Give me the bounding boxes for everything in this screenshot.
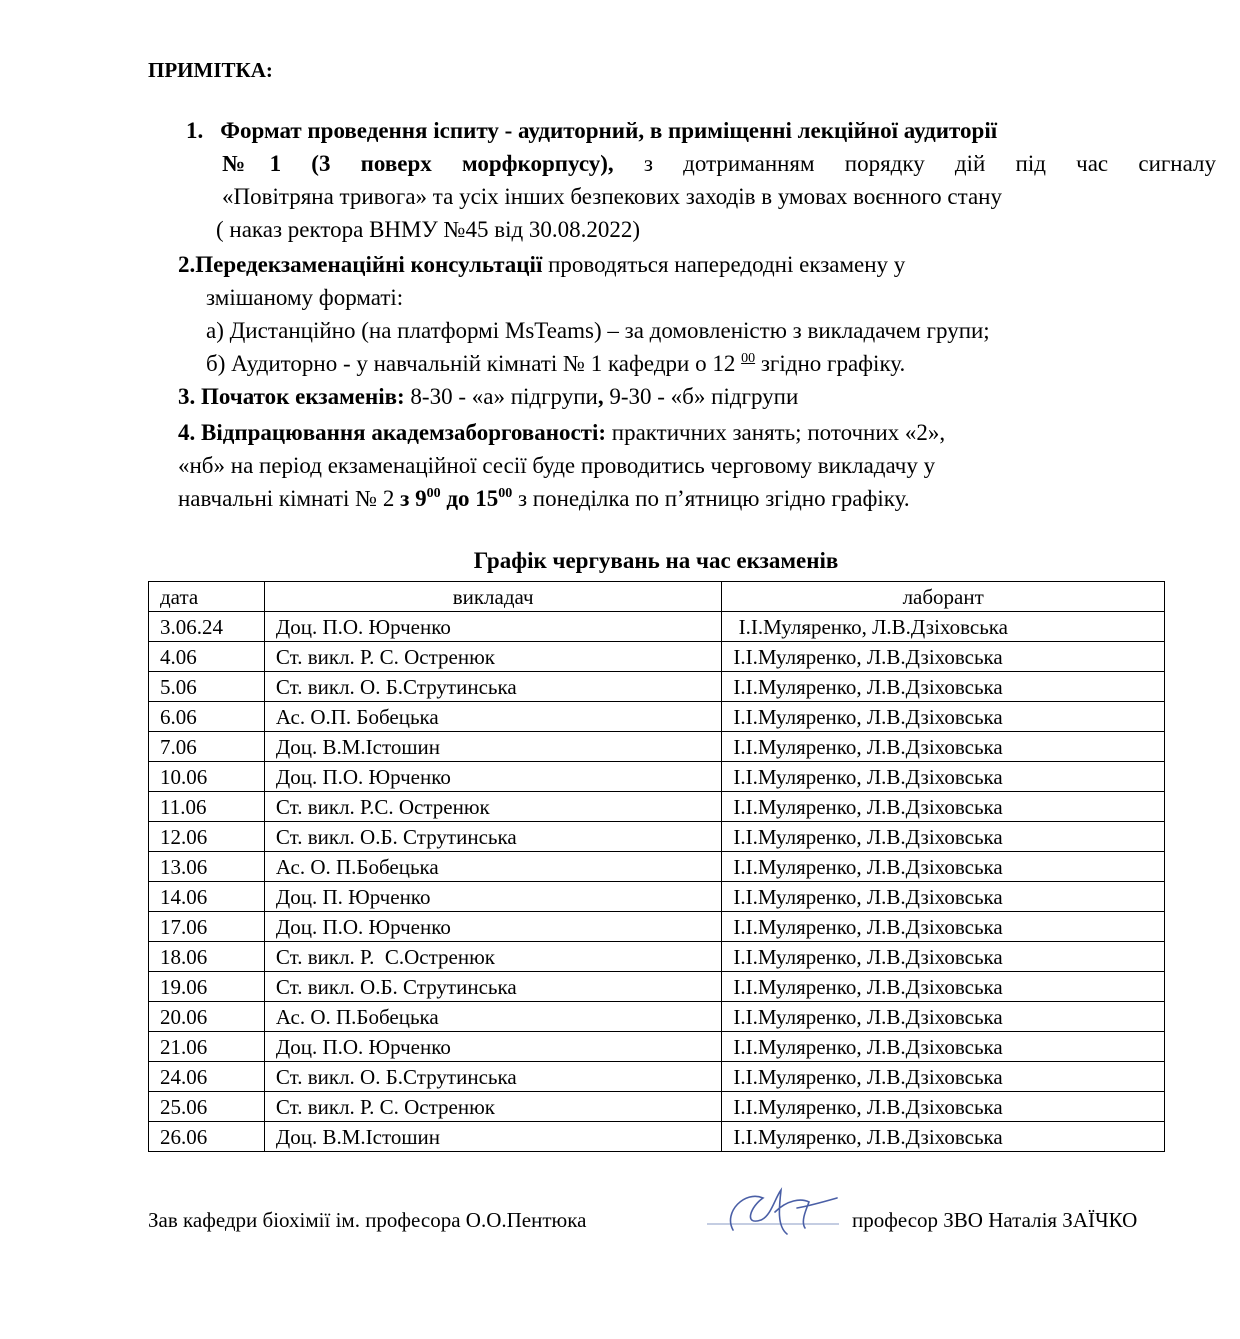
note-item-2-line-4 xyxy=(206,347,905,381)
teacher-cell: Ас. О.П. Бобецька xyxy=(264,702,721,732)
lab-assistant-cell: І.І.Муляренко, Л.В.Дзіховська xyxy=(722,642,1165,672)
note-item-1-line-1 xyxy=(186,114,997,148)
lab-assistant-cell: І.І.Муляренко, Л.В.Дзіховська xyxy=(722,1092,1165,1122)
teacher-cell: Доц. П.О. Юрченко xyxy=(264,912,721,942)
date-cell: 4.06 xyxy=(149,642,265,672)
date-cell: 10.06 xyxy=(149,762,265,792)
note-item-1-line-4: ( наказ ректора ВНМУ №45 від 30.08.2022) xyxy=(216,217,641,242)
lab-assistant-cell: І.І.Муляренко, Л.В.Дзіховська xyxy=(722,672,1165,702)
date-cell: 18.06 xyxy=(149,942,265,972)
table-row xyxy=(149,852,1165,882)
teacher-cell: Ст. викл. Р. С. Остренюк xyxy=(264,1092,721,1122)
teacher-cell: Ас. О. П.Бобецька xyxy=(264,1002,721,1032)
lab-assistant-cell: І.І.Муляренко, Л.В.Дзіховська xyxy=(722,852,1165,882)
teacher-cell: Ст. викл. О. Б.Струтинська xyxy=(264,672,721,702)
table-row xyxy=(149,732,1165,762)
teacher-cell: Доц. В.М.Істошин xyxy=(264,1122,721,1152)
table-row xyxy=(149,882,1165,912)
lab-assistant-cell: І.І.Муляренко, Л.В.Дзіховська xyxy=(722,942,1165,972)
item-4-line3-sup1: 00 xyxy=(426,486,441,501)
date-cell: 12.06 xyxy=(149,822,265,852)
lab-assistant-cell: І.І.Муляренко, Л.В.Дзіховська xyxy=(722,1122,1165,1152)
date-cell: 3.06.24 xyxy=(149,612,265,642)
table-row xyxy=(149,1122,1165,1152)
item-2-bold: 2.Передекзаменаційні консультації xyxy=(178,252,543,277)
lab-assistant-cell: І.І.Муляренко, Л.В.Дзіховська xyxy=(722,762,1165,792)
date-cell: 19.06 xyxy=(149,972,265,1002)
lab-assistant-cell: І.І.Муляренко, Л.В.Дзіховська xyxy=(722,792,1165,822)
date-cell: 7.06 xyxy=(149,732,265,762)
lab-assistant-cell: І.І.Муляренко, Л.В.Дзіховська xyxy=(722,912,1165,942)
note-item-4-line-2: «нб» на період екзаменаційної сесії буде проводитись черговому викладачу у xyxy=(178,453,936,478)
teacher-cell: Ст. викл. Р. С.Остренюк xyxy=(264,942,721,972)
item-4-text: практичних занять; поточних «2», xyxy=(606,420,946,445)
date-cell: 6.06 xyxy=(149,702,265,732)
lab-assistant-cell: І.І.Муляренко, Л.В.Дзіховська xyxy=(722,612,1165,642)
date-cell: 20.06 xyxy=(149,1002,265,1032)
lab-assistant-cell: І.І.Муляренко, Л.В.Дзіховська xyxy=(722,702,1165,732)
item-1-bold-a: Формат проведення іспиту - аудиторний, в приміщенні лекційної аудиторії xyxy=(220,118,998,143)
teacher-cell: Ст. викл. Р.С. Остренюк xyxy=(264,792,721,822)
table-row xyxy=(149,1092,1165,1122)
teacher-cell: Доц. П.О. Юрченко xyxy=(264,762,721,792)
item-4-line3-sup2: 00 xyxy=(498,486,513,501)
date-cell: 11.06 xyxy=(149,792,265,822)
note-item-4-line-1 xyxy=(178,416,945,450)
item-2-text: проводяться напередодні екзамену у xyxy=(542,252,906,277)
table-row xyxy=(149,762,1165,792)
table-row xyxy=(149,642,1165,672)
teacher-cell: Ст. викл. О.Б. Струтинська xyxy=(264,972,721,1002)
item-4-line3-a: навчальні кімнаті № 2 xyxy=(178,486,401,511)
item-1-number: 1. xyxy=(186,118,204,143)
schedule-table xyxy=(148,581,1165,1152)
item-4-line3-bold1: з 9 xyxy=(400,486,427,511)
note-item-3 xyxy=(178,380,798,414)
note-item-2-line-2: змішаному форматі: xyxy=(206,285,404,310)
column-header-teacher: викладач xyxy=(264,582,721,612)
date-cell: 13.06 xyxy=(149,852,265,882)
head-of-department-name: професор ЗВО Наталія ЗАЇЧКО xyxy=(852,1208,1138,1232)
table-row xyxy=(149,1002,1165,1032)
table-row xyxy=(149,672,1165,702)
lab-assistant-cell: І.І.Муляренко, Л.В.Дзіховська xyxy=(722,972,1165,1002)
item-1-text-b: з дотриманням порядку дій під час сигналу xyxy=(613,151,1217,176)
note-item-1-line-2 xyxy=(222,147,1216,181)
item-2-line4-b: згідно графіку. xyxy=(755,351,906,376)
item-4-bold: 4. Відпрацювання академзаборгованості: xyxy=(178,420,607,445)
note-item-1-line-3: «Повітряна тривога» та усіх інших безпекових заходів в умовах воєнного стану xyxy=(222,184,1002,209)
item-4-line3-b: з понеділка по п’ятницю згідно графіку. xyxy=(512,486,910,511)
table-row xyxy=(149,702,1165,732)
item-3-text-a: 8-30 - «а» підгрупи xyxy=(404,384,598,409)
lab-assistant-cell: І.І.Муляренко, Л.В.Дзіховська xyxy=(722,1002,1165,1032)
note-item-4-line-3 xyxy=(178,482,910,516)
teacher-cell: Доц. П.О. Юрченко xyxy=(264,1032,721,1062)
item-2-line4-sup: 00 xyxy=(741,351,756,366)
item-2-line4-a: б) Аудиторно - у навчальній кімнаті № 1 кафедри о 12 xyxy=(206,351,742,376)
teacher-cell: Доц. П.О. Юрченко xyxy=(264,612,721,642)
signature-icon xyxy=(705,1168,845,1248)
teacher-cell: Ст. викл. Р. С. Остренюк xyxy=(264,642,721,672)
teacher-cell: Ст. викл. О.Б. Струтинська xyxy=(264,822,721,852)
item-4-line3-bold2: до 15 xyxy=(440,486,499,511)
table-row xyxy=(149,972,1165,1002)
lab-assistant-cell: І.І.Муляренко, Л.В.Дзіховська xyxy=(722,822,1165,852)
table-row xyxy=(149,612,1165,642)
note-heading: ПРИМІТКА: xyxy=(148,58,273,82)
teacher-cell: Ас. О. П.Бобецька xyxy=(264,852,721,882)
table-row xyxy=(149,1032,1165,1062)
date-cell: 24.06 xyxy=(149,1062,265,1092)
lab-assistant-cell: І.І.Муляренко, Л.В.Дзіховська xyxy=(722,882,1165,912)
date-cell: 21.06 xyxy=(149,1032,265,1062)
table-row xyxy=(149,792,1165,822)
schedule-title: Графік чергувань на час екзаменів xyxy=(473,548,839,573)
table-row xyxy=(149,1062,1165,1092)
column-header-lab-assistant: лаборант xyxy=(722,582,1165,612)
teacher-cell: Ст. викл. О. Б.Струтинська xyxy=(264,1062,721,1092)
schedule-body xyxy=(149,612,1165,1152)
date-cell: 26.06 xyxy=(149,1122,265,1152)
lab-assistant-cell: І.І.Муляренко, Л.В.Дзіховська xyxy=(722,1032,1165,1062)
item-3-text-b: 9-30 - «б» підгрупи xyxy=(603,384,799,409)
item-1-bold-b: №1 (3 поверх морфкорпусу), xyxy=(222,151,614,176)
table-row xyxy=(149,912,1165,942)
table-row xyxy=(149,942,1165,972)
item-3-bold: 3. Початок екзаменів: xyxy=(178,384,405,409)
column-header-date: дата xyxy=(149,582,265,612)
note-item-2-line-1 xyxy=(178,248,905,282)
date-cell: 25.06 xyxy=(149,1092,265,1122)
note-item-2-line-3: а) Дистанційно (на платформі MsTeams) – за домовленістю з викладачем групи; xyxy=(206,318,990,343)
lab-assistant-cell: І.І.Муляренко, Л.В.Дзіховська xyxy=(722,1062,1165,1092)
head-of-department-label: Зав кафедри біохімії ім. професора О.О.Пентюка xyxy=(148,1208,587,1232)
date-cell: 17.06 xyxy=(149,912,265,942)
item-3-comma: , xyxy=(597,384,604,409)
teacher-cell: Доц. П. Юрченко xyxy=(264,882,721,912)
table-header-row xyxy=(149,582,1165,612)
teacher-cell: Доц. В.М.Істошин xyxy=(264,732,721,762)
lab-assistant-cell: І.І.Муляренко, Л.В.Дзіховська xyxy=(722,732,1165,762)
table-row xyxy=(149,822,1165,852)
date-cell: 5.06 xyxy=(149,672,265,702)
date-cell: 14.06 xyxy=(149,882,265,912)
